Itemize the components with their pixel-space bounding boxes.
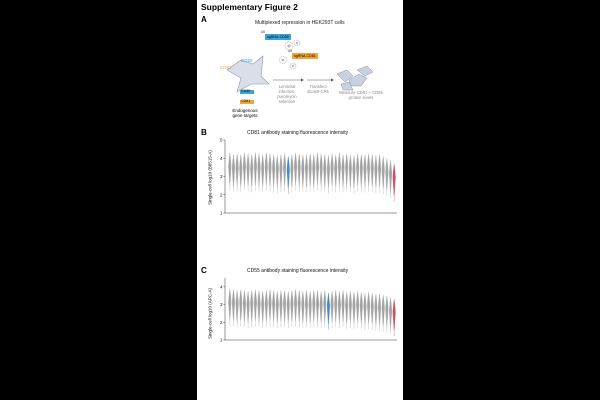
violin <box>367 292 370 324</box>
chart-b-title: CD81 antibody staining fluorescence intensity <box>247 130 349 136</box>
y-tick-label: 4 <box>219 284 223 290</box>
violin <box>269 290 272 322</box>
y-tick-label: 4 <box>219 155 223 161</box>
violin <box>265 290 268 322</box>
violin <box>331 291 334 323</box>
cd81-label: CD81 <box>220 65 232 70</box>
lentiviral-step-caption: Lentiviral infection, puromycin selection <box>277 84 297 104</box>
violin <box>371 293 374 325</box>
transfect-step-caption: Transfect dCas9-CRs <box>307 84 329 94</box>
violin <box>305 290 308 322</box>
violin <box>313 290 316 322</box>
violin <box>254 290 257 322</box>
violin <box>393 299 396 331</box>
violin <box>334 290 337 322</box>
violin-chart-cd55 <box>197 0 403 400</box>
violin <box>298 290 301 322</box>
u6-promoter-1: U6 <box>261 30 266 34</box>
violin <box>386 296 389 328</box>
measure-step-caption: Measure CD81 + CD55 protein levels <box>339 90 383 100</box>
chart-c-ylabel: Single-cell log10 (APC-A) <box>207 287 213 340</box>
violin <box>342 290 345 322</box>
violin <box>258 290 261 322</box>
violin <box>356 291 359 323</box>
violin <box>276 291 279 323</box>
violin <box>309 291 312 323</box>
violin <box>360 292 363 324</box>
violin <box>272 290 275 322</box>
sgrna-cd81-cassette: sgRNA-CD81 <box>294 54 316 58</box>
violin <box>389 297 392 329</box>
y-tick-label: 5 <box>219 137 223 143</box>
violin <box>323 290 326 322</box>
violin <box>378 294 381 326</box>
figure-page <box>197 0 403 400</box>
gene-cd55-label: CD55 <box>241 89 251 93</box>
violin <box>250 290 253 322</box>
cd55-label: CD55 <box>241 58 253 63</box>
violin <box>229 289 232 321</box>
sgrna-cd55-cassette: sgRNA-CD55 <box>267 35 289 39</box>
violin <box>247 291 250 323</box>
y-tick-label: 2 <box>219 319 223 325</box>
violin <box>287 291 290 323</box>
violin <box>280 290 283 322</box>
panel-a-label: A <box>201 15 207 24</box>
violin <box>291 290 294 322</box>
y-tick-label: 1 <box>219 337 223 343</box>
panel-c-label: C <box>201 266 207 275</box>
y-tick-label: 2 <box>219 192 223 198</box>
violin <box>349 291 352 323</box>
figure-title: Supplementary Figure 2 <box>201 2 298 12</box>
violin <box>283 290 286 322</box>
u6-promoter-2: U6 <box>288 49 293 53</box>
y-tick-label: 3 <box>219 302 223 308</box>
violin <box>338 291 341 323</box>
violin <box>345 292 348 324</box>
violin <box>320 291 323 323</box>
gene-cd81-label: CD81 <box>241 99 251 103</box>
y-tick-label: 3 <box>219 174 223 179</box>
schematic-title: Multiplexed repression in HEK293T cells <box>255 20 345 26</box>
violin <box>243 290 246 322</box>
violin <box>239 290 242 322</box>
violin <box>302 291 305 323</box>
violin <box>236 290 239 322</box>
violin <box>261 291 264 323</box>
chart-b-ylabel: Single-cell log10 (B8515-A) <box>207 150 213 205</box>
violin <box>327 293 330 325</box>
violin <box>316 290 319 322</box>
violin <box>353 292 356 324</box>
endogenous-targets-caption: Endogenous gene targets <box>232 108 258 118</box>
violin <box>294 290 297 322</box>
y-tick-label: 1 <box>219 210 223 216</box>
violin <box>232 290 235 322</box>
violin <box>364 293 367 325</box>
chart-c-title: CD55 antibody staining fluorescence intensity <box>247 268 349 274</box>
violin <box>382 295 385 327</box>
violin <box>375 294 378 326</box>
panel-b-label: B <box>201 128 207 137</box>
